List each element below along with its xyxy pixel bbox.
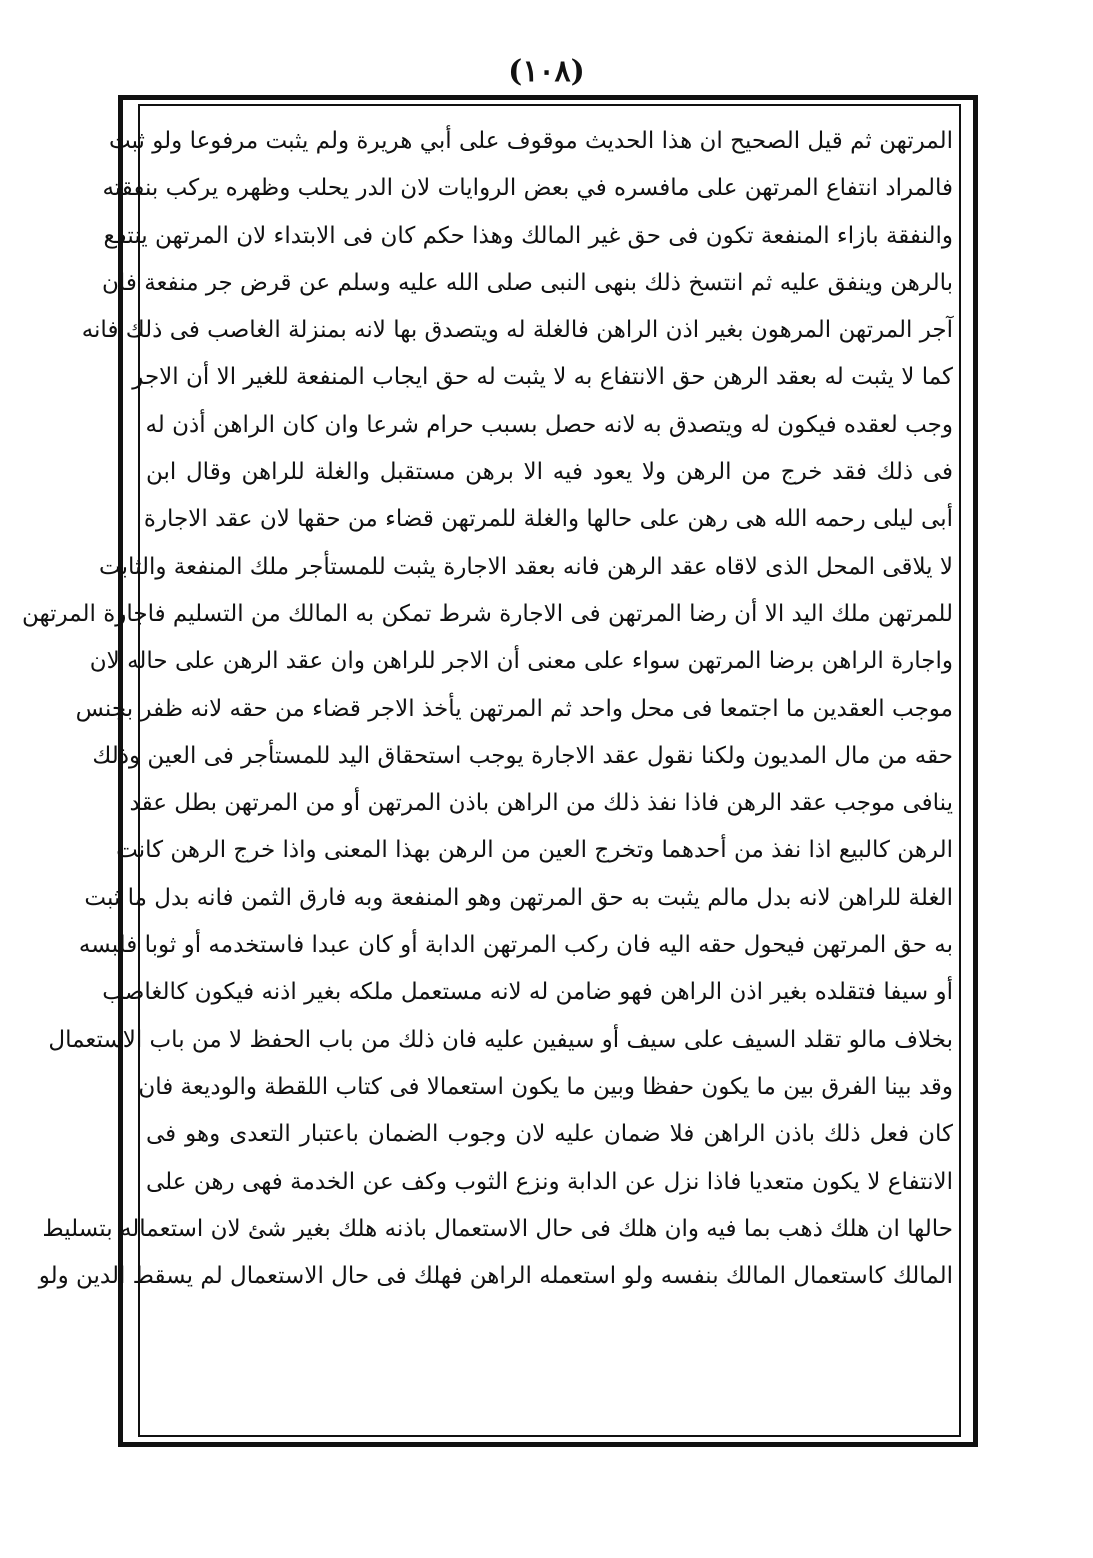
text-line: واجارة الراهن برضا المرتهن سواء على معنى أن الاجر للراهن وان عقد الرهن على حاله لان [89, 648, 953, 675]
text-line: وجب لعقده فيكون له ويتصدق به لانه حصل بسبب حرام شرعا وان كان الراهن أذن له [145, 411, 953, 438]
text-line: والنفقة بازاء المنفعة تكون فى حق غير المالك وهذا حكم كان فى الابتداء لان المرتهن ينتفع [103, 222, 953, 249]
text-line: كان فعل ذلك باذن الراهن فلا ضمان عليه لان وجوب الضمان باعتبار التعدى وهو فى [146, 1121, 953, 1148]
text-line: أبى ليلى رحمه الله هى رهن على حالها والغلة للمرتهن قضاء من حقها لان عقد الاجارة [143, 506, 953, 533]
text-line: فالمراد انتفاع المرتهن على مافسره في بعض الروايات لان الدر يحلب وظهره يركب بنفقته [102, 175, 953, 202]
text-line: لا يلاقى المحل الذى لاقاه عقد الرهن فانه بعقد الاجارة يثبت للمستأجر ملك المنفعة والثابت [99, 553, 953, 580]
text-line: أو سيفا فتقلده بغير اذن الراهن فهو ضامن له لانه مستعمل ملكه بغير اذنه فيكون كالغاصب [102, 979, 953, 1006]
text-line: به حق المرتهن فيحول حقه اليه فان ركب المرتهن الدابة أو كان عبدا فاستخدمه أو ثوبا فلبسه [78, 932, 953, 959]
text-line: موجب العقدين ما اجتمعا فى محل واحد ثم المرتهن يأخذ الاجر قضاء من حقه لانه ظفر بجنس [75, 695, 953, 722]
text-line: بخلاف مالو تقلد السيف على سيف أو سيفين عليه فان ذلك من باب الحفظ لا من باب الاستعمال [48, 1026, 953, 1053]
text-line: المرتهن ثم قيل الصحيح ان هذا الحديث موقوف على أبي هريرة ولم يثبت مرفوعا ولو ثبت [109, 128, 953, 154]
text-line: حالها ان هلك ذهب بما فيه وان هلك فى حال الاستعمال باذنه هلك بغير شئ لان استعماله بتسليط [42, 1215, 953, 1242]
text-line: للمرتهن ملك اليد الا أن رضا المرتهن فى الاجارة شرط تمكن به المالك من التسليم فاجارة المرتهن [21, 600, 953, 627]
text-body [21, 104, 961, 1437]
text-line: بالرهن وينفق عليه ثم انتسخ ذلك بنهى النبى صلى الله عليه وسلم عن قرض جر منفعة فان [101, 269, 953, 296]
text-line: آجر المرتهن المرهون بغير اذن الراهن فالغلة له ويتصدق بها لانه بمنزلة الغاصب فى ذلك فانه [81, 317, 953, 344]
text-line: وقد بينا الفرق بين ما يكون حفظا وبين ما يكون استعمالا فى كتاب اللقطة والوديعة فان [138, 1073, 953, 1100]
text-line: فى ذلك فقد خرج من الرهن ولا يعود فيه الا برهن مستقبل والغلة للراهن وقال ابن [146, 459, 953, 486]
text-line: ينافى موجب عقد الرهن فاذا نفذ ذلك من الراهن باذن المرتهن أو من المرتهن بطل عقد [129, 790, 953, 817]
text-line: كما لا يثبت له بعقد الرهن حق الانتفاع به لا يثبت له حق ايجاب المنفعة للغير الا أن الاجر [132, 364, 953, 391]
text-line: الغلة للراهن لانه بدل مالم يثبت به حق المرتهن وهو المنفعة وبه فارق الثمن فانه بدل ما ثبت [84, 884, 953, 911]
text-line: الرهن كالبيع اذا نفذ من أحدهما وتخرج العين من الرهن بهذا المعنى واذا خرج الرهن كانت [116, 837, 953, 864]
text-line: حقه من مال المديون ولكنا نقول عقد الاجارة يوجب استحقاق اليد للمستأجر فى العين وذلك [92, 742, 953, 769]
text-line: المالك كاستعمال المالك بنفسه ولو استعمله الراهن فهلك فى حال الاستعمال لم يسقط الدين ولو [38, 1263, 953, 1290]
page-number: (١٠٨) [508, 54, 585, 89]
text-line: الانتفاع لا يكون متعديا فاذا نزل عن الدابة ونزع الثوب وكف عن الخدمة فهى رهن على [146, 1168, 953, 1195]
